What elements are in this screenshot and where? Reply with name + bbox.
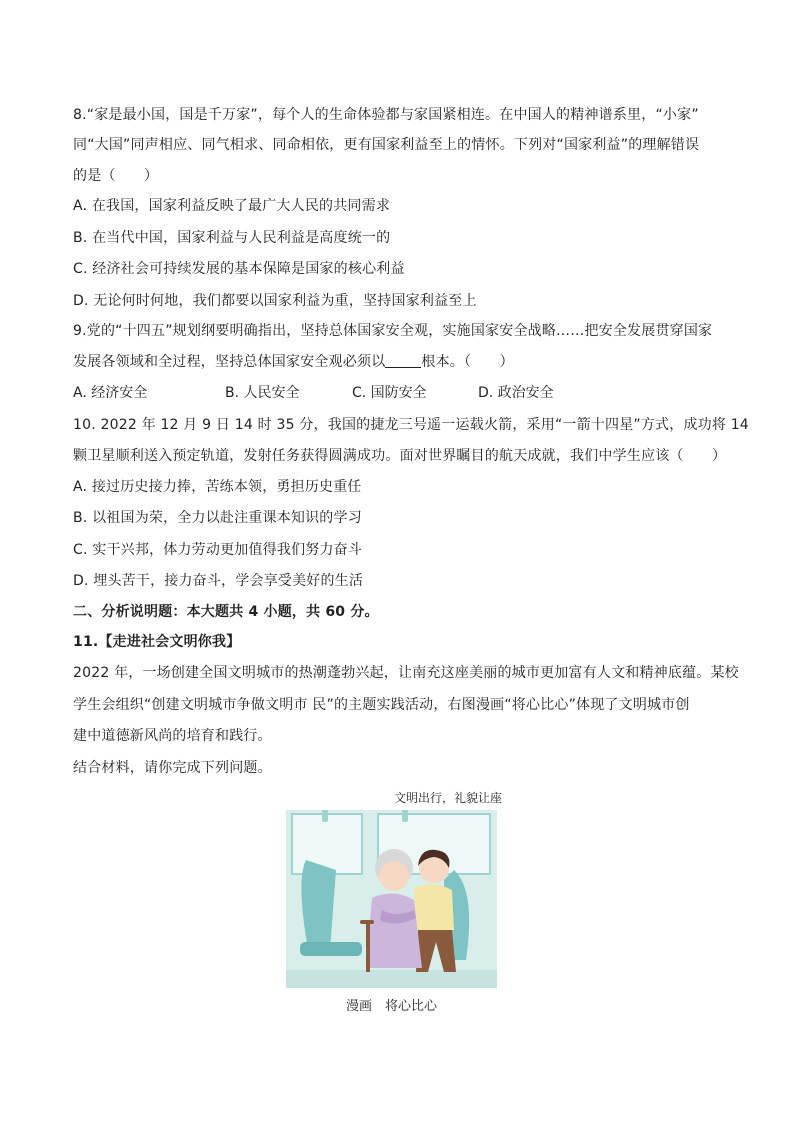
q10-option-b: B. 以祖国为荣，全力以赴注重课本知识的学习 <box>73 510 362 526</box>
cartoon-title-caption: 漫画 将心比心 <box>345 999 437 1014</box>
q10-option-a: A. 接过历史接力捧，苦练本领，勇担历史重任 <box>73 479 362 495</box>
grandma-head <box>379 861 409 891</box>
floor <box>286 970 497 988</box>
q9-option-a: A. 经济安全 <box>73 385 148 401</box>
q8-line-1: 8.“家是最小国，国是千万家”，每个人的生命体验都与家国紧相连。在中国人的精神谱系里，“小家” <box>73 107 699 123</box>
q10-option-c: C. 实干兴邦，体力劳动更加值得我们努力奋斗 <box>73 542 363 558</box>
q9-option-d: D. 政治安全 <box>478 385 554 401</box>
cane-handle <box>360 920 374 924</box>
cartoon-illustration <box>286 810 497 988</box>
q9-line-2-end: 根本。（ ） <box>421 354 514 370</box>
q10-line-2: 颗卫星顺利送入预定轨道，发射任务获得圆满成功。面对世界瞩目的航天成就，我们中学生应该（ ） <box>73 448 727 464</box>
cartoon-speech-caption: 文明出行，礼貌让座 <box>394 791 503 805</box>
q11-paragraph-line-1: 2022 年，一场创建全国文明城市的热潮蓬勃兴起，让南充这座美丽的城市更加富有人文和精神底蕴。某校 <box>73 665 739 681</box>
q11-paragraph-line-2: 学生会组织“创建文明城市争做文明市 民”的主题实践活动，右图漫画“将心比心”体现了文明城市创 <box>73 697 690 713</box>
q9-line-2 <box>73 352 733 372</box>
hand-strap-left <box>322 810 328 822</box>
q8-option-b: B. 在当代中国，国家利益与人民利益是高度统一的 <box>73 230 391 246</box>
q8-option-c: C. 经济社会可持续发展的基本保障是国家的核心利益 <box>73 261 405 277</box>
bus-window-left <box>292 814 362 874</box>
q8-option-d: D. 无论何时何地，我们都要以国家利益为重，坚持国家利益至上 <box>73 293 477 309</box>
q10-option-d: D. 埋头苦干，接力奋斗，学会享受美好的生活 <box>73 573 364 589</box>
section-2-heading: 二、分析说明题：本大题共 4 小题，共 60 分。 <box>73 604 379 620</box>
q9-answer-blank <box>385 353 421 368</box>
helper-shirt <box>414 884 454 932</box>
q11-paragraph-line-3: 建中道德新风尚的培育和践行。 <box>73 728 272 744</box>
hand-strap-right <box>402 810 408 822</box>
grandma-dress <box>366 893 422 968</box>
walking-cane <box>366 922 370 972</box>
q10-line-1: 10. 2022 年 12 月 9 日 14 时 35 分，我国的捷龙三号遥一运载火箭，采用“一箭十四星”方式，成功将 14 <box>73 417 749 433</box>
q9-line-1: 9.党的“十四五”规划纲要明确指出，坚持总体国家安全观，实施国家安全战略……把安全发展贯穿国家 <box>73 323 713 339</box>
q8-line-3: 的是（ ） <box>73 168 159 184</box>
q9-option-b: B. 人民安全 <box>225 385 300 401</box>
q11-title: 11.【走进社会文明你我】 <box>73 634 241 650</box>
q9-line-2-start: 发展各领域和全过程，坚持总体国家安全观必须以 <box>73 354 386 370</box>
q8-line-2: 同“大国”同声相应、同气相求、同命相依，更有国家利益至上的情怀。下列对“国家利益”的理解错误 <box>73 137 700 153</box>
q11-prompt: 结合材料，请你完成下列问题。 <box>73 760 272 776</box>
q8-option-a: A. 在我国，国家利益反映了最广大人民的共同需求 <box>73 198 391 214</box>
q9-option-c: C. 国防安全 <box>352 385 427 401</box>
seat-cushion <box>300 942 362 956</box>
bus-seat-left <box>301 860 336 950</box>
cartoon-figure <box>286 790 503 1014</box>
